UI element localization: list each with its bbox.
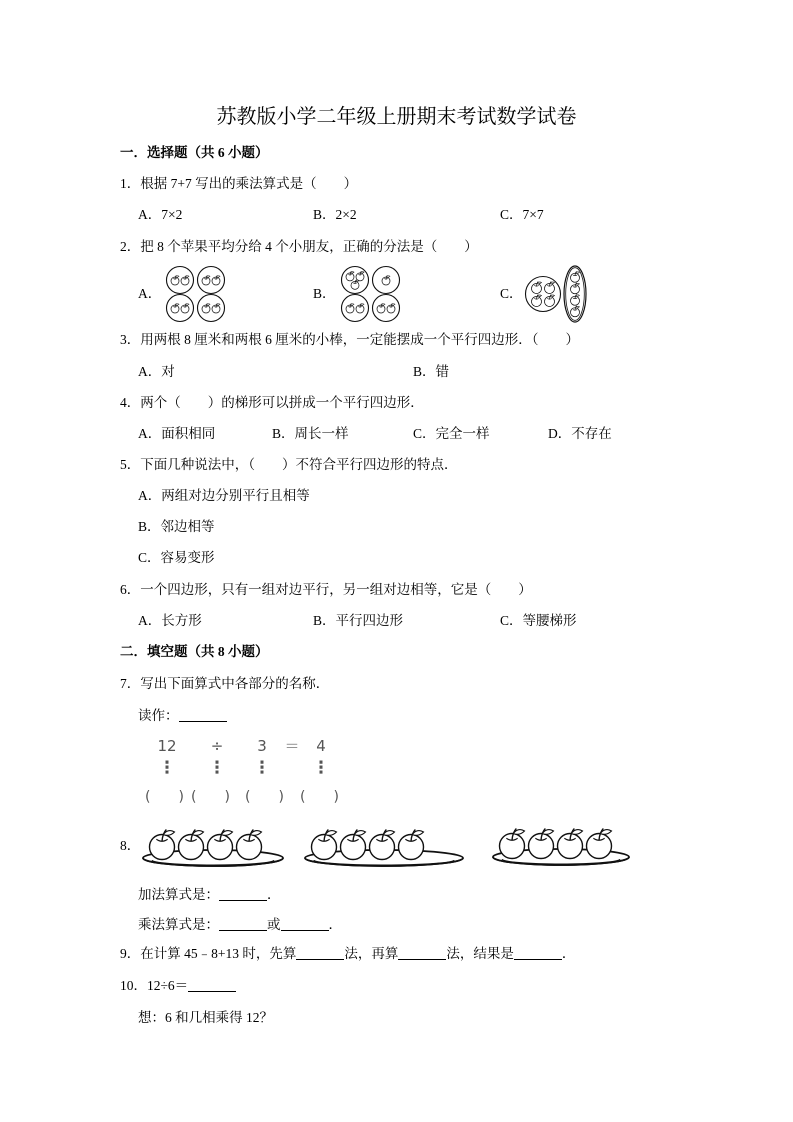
- apple: [208, 830, 233, 860]
- answer-blank: [296, 947, 344, 960]
- apple: [237, 830, 262, 860]
- addition-end: ．: [267, 887, 281, 902]
- apple: [377, 303, 385, 313]
- apple: [181, 303, 189, 313]
- read-label: 读作：: [138, 708, 179, 723]
- apple: [202, 275, 210, 285]
- question-6-option-c: C．等腰梯形: [500, 613, 577, 628]
- apple: [356, 271, 364, 281]
- apple: [545, 282, 555, 294]
- question-9-part: 法，结果是: [446, 946, 514, 961]
- equation-name-blank: ( ): [245, 789, 284, 805]
- apple: [529, 829, 554, 859]
- answer-blank: [219, 888, 267, 901]
- question-4-option-a: A．面积相同: [138, 426, 216, 441]
- question-9-part: 法，再算: [344, 946, 399, 961]
- question-10-stem: 10．12÷6＝: [120, 978, 189, 993]
- apples-in-groups-picture-c: [524, 264, 588, 324]
- answer-blank: [179, 709, 227, 722]
- apple-group-circle: [342, 295, 369, 322]
- apple-group-circle: [373, 295, 400, 322]
- question-3-option-b: B．错: [413, 364, 450, 379]
- question-9-part: 9．在计算 45﹣8+13 时，先算: [120, 946, 297, 961]
- question-2-option-a-label: A．: [138, 286, 162, 301]
- apple-group-circle: [526, 277, 561, 312]
- section-heading-fill: 二．填空题（共 8 小题）: [120, 644, 269, 659]
- apple-group-circle: [198, 267, 225, 294]
- question-10-line: [120, 977, 236, 995]
- apple: [587, 829, 612, 859]
- apples-on-plate-picture-1: [140, 822, 286, 870]
- question-6-option-b: B．平行四边形: [313, 613, 404, 628]
- question-8-number: 8．: [120, 838, 141, 853]
- apple: [181, 275, 189, 285]
- apple: [351, 280, 359, 290]
- apple: [356, 303, 364, 313]
- apple: [212, 275, 220, 285]
- equation-divisor: 3: [257, 737, 267, 755]
- apple-group-circle: [167, 295, 194, 322]
- question-7-stem: 7．写出下面算式中各部分的名称．: [120, 676, 330, 691]
- addition-line: [138, 886, 281, 904]
- question-1-option-a: A．7×2: [138, 207, 183, 222]
- apple: [171, 303, 179, 313]
- answer-blank: [219, 918, 267, 931]
- apple: [571, 306, 580, 317]
- apple: [212, 303, 220, 313]
- apples-on-plate-picture-2: [302, 822, 466, 870]
- apple: [545, 295, 555, 307]
- answer-blank: [188, 979, 236, 992]
- apple-group-circle: [167, 267, 194, 294]
- question-7-read-line: [138, 707, 227, 725]
- apples-on-plate-picture-3: [490, 821, 632, 869]
- apple: [571, 283, 580, 294]
- question-9-line: [120, 945, 575, 963]
- multiplication-label: 乘法算式是：: [138, 917, 219, 932]
- equation-dividend: 12: [157, 737, 177, 755]
- question-2-stem: 2．把 8 个苹果平均分给 4 个小朋友，正确的分法是（ ）: [120, 239, 478, 254]
- question-3-stem: 3．用两根 8 厘米和两根 6 厘米的小棒，一定能摆成一个平行四边形．（ ）: [120, 332, 579, 347]
- apple: [532, 295, 542, 307]
- equation-name-blank: ( ): [300, 789, 339, 805]
- apple: [558, 829, 583, 859]
- apple-group-circle: [198, 295, 225, 322]
- answer-blank: [514, 947, 562, 960]
- question-9-part: ．: [561, 946, 576, 961]
- apple: [399, 830, 424, 860]
- question-1-option-c: C．7×7: [500, 207, 544, 222]
- apple: [179, 830, 204, 860]
- apple: [532, 282, 542, 294]
- apples-in-groups-picture-a: [165, 265, 227, 323]
- apple: [202, 303, 210, 313]
- question-3-option-a: A．对: [138, 364, 175, 379]
- question-2-option-c-label: C．: [500, 286, 523, 301]
- apple: [382, 275, 390, 285]
- equation-name-blank: ( ): [145, 789, 184, 805]
- apple: [171, 275, 179, 285]
- exam-title: 苏教版小学二年级上册期末考试数学试卷: [216, 106, 577, 128]
- equation-connector: ⋮: [158, 758, 176, 778]
- answer-blank: [281, 918, 329, 931]
- answer-blank: [398, 947, 446, 960]
- question-1-stem: 1．根据 7+7 写出的乘法算式是（ ）: [120, 176, 358, 191]
- equation-quotient: 4: [316, 737, 326, 755]
- apple: [312, 830, 337, 860]
- apple: [387, 303, 395, 313]
- question-4-option-c: C．完全一样: [413, 426, 490, 441]
- question-6-option-a: A．长方形: [138, 613, 202, 628]
- question-2-option-b-label: B．: [313, 286, 336, 301]
- apple: [571, 294, 580, 305]
- question-4-stem: 4．两个（ ）的梯形可以拼成一个平行四边形．: [120, 395, 424, 410]
- multiplication-end: ．: [328, 917, 342, 932]
- equation-name-blank: ( ): [191, 789, 230, 805]
- apple: [150, 830, 175, 860]
- apple: [370, 830, 395, 860]
- question-6-stem: 6．一个四边形，只有一组对边平行，另一组对边相等，它是（ ）: [120, 582, 532, 597]
- apple: [341, 830, 366, 860]
- equation-connector: ⋮: [253, 758, 271, 778]
- apple: [500, 829, 525, 859]
- question-5-option-a: A．两组对边分别平行且相等: [138, 488, 310, 503]
- equation-division-sign: ÷: [210, 737, 224, 755]
- multiplication-or: 或: [267, 917, 281, 932]
- question-10-hint: 想：6 和几相乘得 12？: [138, 1010, 273, 1025]
- equation-connector: ⋮: [208, 758, 226, 778]
- equation-connector: ⋮: [312, 758, 330, 778]
- question-4-option-b: B．周长一样: [272, 426, 349, 441]
- question-5-option-b: B．邻边相等: [138, 519, 215, 534]
- apple: [346, 271, 354, 281]
- question-5-option-c: C．容易变形: [138, 550, 215, 565]
- division-equation-picture: [138, 733, 353, 813]
- apple: [571, 271, 580, 282]
- question-4-option-d: D．不存在: [548, 426, 612, 441]
- question-5-stem: 5．下面几种说法中，（ ）不符合平行四边形的特点．: [120, 457, 458, 472]
- multiplication-line: [138, 916, 342, 934]
- apples-in-groups-picture-b: [340, 265, 402, 323]
- question-1-option-b: B．2×2: [313, 207, 357, 222]
- equation-equals-sign: ＝: [284, 737, 300, 755]
- addition-label: 加法算式是：: [138, 887, 219, 902]
- section-heading-choice: 一．选择题（共 6 小题）: [120, 145, 269, 160]
- apple: [346, 303, 354, 313]
